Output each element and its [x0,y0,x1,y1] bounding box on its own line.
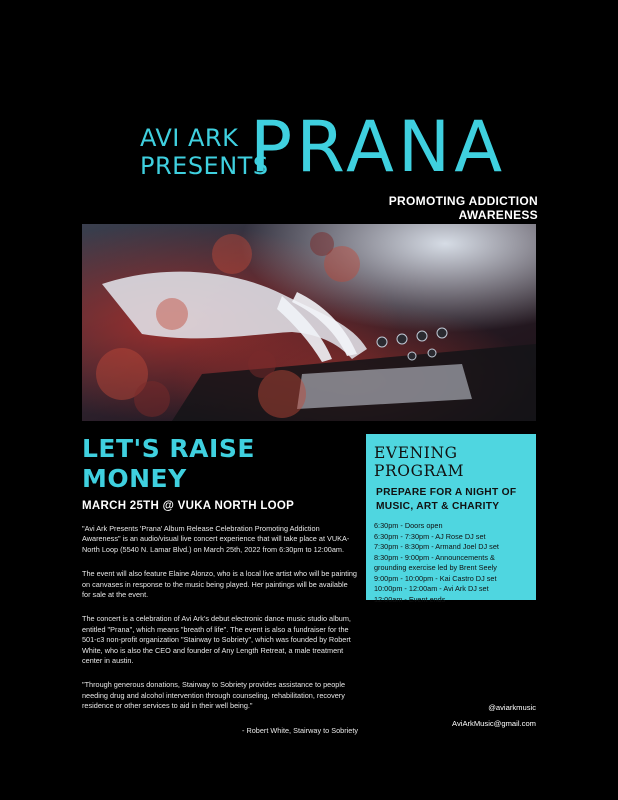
quote-paragraph: "Through generous donations, Stairway to Sobriety provides assistance to people needing drug and alcohol intervention through counseling, rehabilitation, recovery residence or other services to aid in their well being." [82,680,346,711]
schedule-item: 9:00pm - 10:00pm - Kai Castro DJ set [374,573,497,583]
schedule-item: 6:30pm - Doors open [374,521,443,530]
live-artist-paragraph: The event will also feature Elaine Alonzo, who is a local live artist who will be painting on canvases in response to the music being played. Her paintings will be available for sale at the event. [82,569,357,600]
album-fundraiser-paragraph: The concert is a celebration of Avi Ark's debut electronic dance music studio album, entitled "Prana", which means "breath of life". The event is also a fundraiser for the 501-c3 non-profit organization "Stairway to Sobriety", which was founded by Robert White, who is also the CEO and founder of Any Length Retreat, a male treatment center in austin. [82,614,351,666]
dj-controller-photo [82,224,536,421]
evening-program-box [366,434,536,604]
event-description-paragraph: "Avi Ark Presents 'Prana' Album Release Celebration Promoting Addiction Awareness" is an audio/visual live concert experience that will take place at VUKA-North Loop (5540 N. Lamar Blvd.) on March 25th, 2022 from 6:30pm to 12:00am. [82,524,350,554]
presenter-line-1: AVI ARK [140,124,239,152]
program-subheading: PREPARE FOR A NIGHT OF MUSIC, ART & CHARITY [376,487,517,512]
social-handle[interactable]: @aviarkmusic [488,703,536,712]
contact-email[interactable]: AviArkMusic@gmail.com [452,719,536,728]
date-location: MARCH 25TH @ VUKA NORTH LOOP [82,500,295,512]
program-schedule [374,521,528,605]
event-title: PRANA [250,106,507,188]
schedule-item: 10:00pm - 12:00am - Avi Ark DJ set [374,584,489,593]
details-column [82,434,358,735]
presenter-block [140,124,269,180]
program-heading: EVENING PROGRAM [374,444,465,480]
quote-attribution: - Robert White, Stairway to Sobriety [242,725,358,735]
fundraiser-heading: LET'S RAISE MONEY [82,434,255,493]
schedule-item: 8:30pm - 9:00pm - Announcements & grounding exercise led by Brent Seely [374,552,497,572]
schedule-item: 7:30pm - 8:30pm - Armand Joel DJ set [374,542,499,551]
schedule-item: 12:00am - Event ends [374,594,446,604]
schedule-item: 6:30pm - 7:30pm - AJ Rose DJ set [374,531,486,541]
presenter-line-2: PRESENTS [140,152,269,180]
hero-image [82,224,536,421]
tagline: PROMOTING ADDICTION AWARENESS [388,194,538,222]
